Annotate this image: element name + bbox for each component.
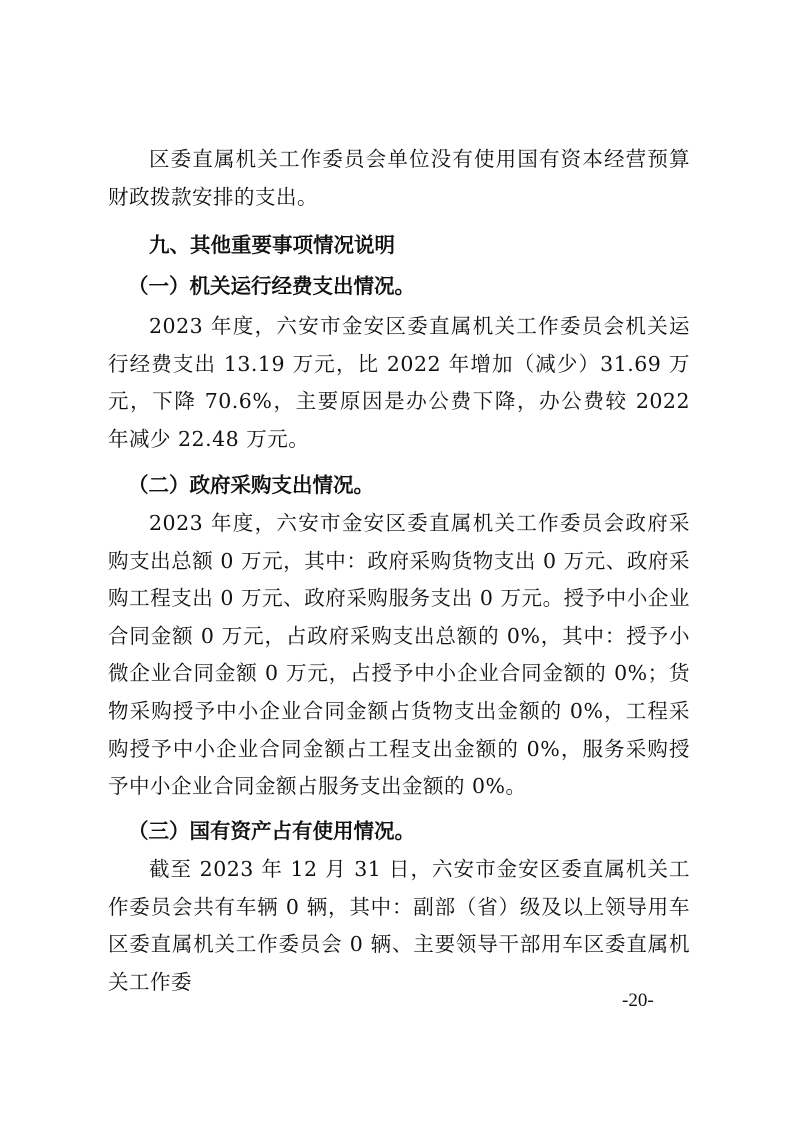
paragraph-state-assets: 截至 2023 年 12 月 31 日，六安市金安区委直属机关工作委员会共有车辆 0 辆，其中：副部（省）级及以上领导用车区委直属机关工作委员会 0 辆、主要领导干部用车区委直属机关工作委 <box>108 857 690 994</box>
page-number: -20- <box>622 990 654 1011</box>
section-heading-other-matters: 九、其他重要事项情况说明 <box>149 233 395 257</box>
subsection-heading-state-assets: （三）国有资产占有使用情况。 <box>128 819 415 843</box>
subsection-heading-operating-expenses: （一）机关运行经费支出情况。 <box>128 274 415 298</box>
paragraph-government-procurement: 2023 年度，六安市金安区委直属机关工作委员会政府采购支出总额 0 万元，其中：政府采购货物支出 0 万元、政府采购工程支出 0 万元、政府采购服务支出 0 万元。授予中小企业合同金额 0 万元，占政府采购支出总额的 0%，其中：授予小微企业合同金额 0 万元，占授予中小企业合同金额的 0%；货物采购授予中小企业合同金额占货物支出金额的 0%，工程采购授予中小企业合同金额占工程支出金额的 0%，服务采购授予中小企业合同金额占服务支出金额的 0%。 <box>108 511 690 799</box>
paragraph-state-capital-budget: 区委直属机关工作委员会单位没有使用国有资本经营预算财政拨款安排的支出。 <box>108 147 690 209</box>
paragraph-operating-expenses: 2023 年度，六安市金安区委直属机关工作委员会机关运行经费支出 13.19 万元，比 2022 年增加（减少）31.69 万元，下降 70.6%，主要原因是办公费下降，办公费较 2022 年减少 22.48 万元。 <box>108 314 690 451</box>
subsection-heading-government-procurement: （二）政府采购支出情况。 <box>128 473 374 497</box>
